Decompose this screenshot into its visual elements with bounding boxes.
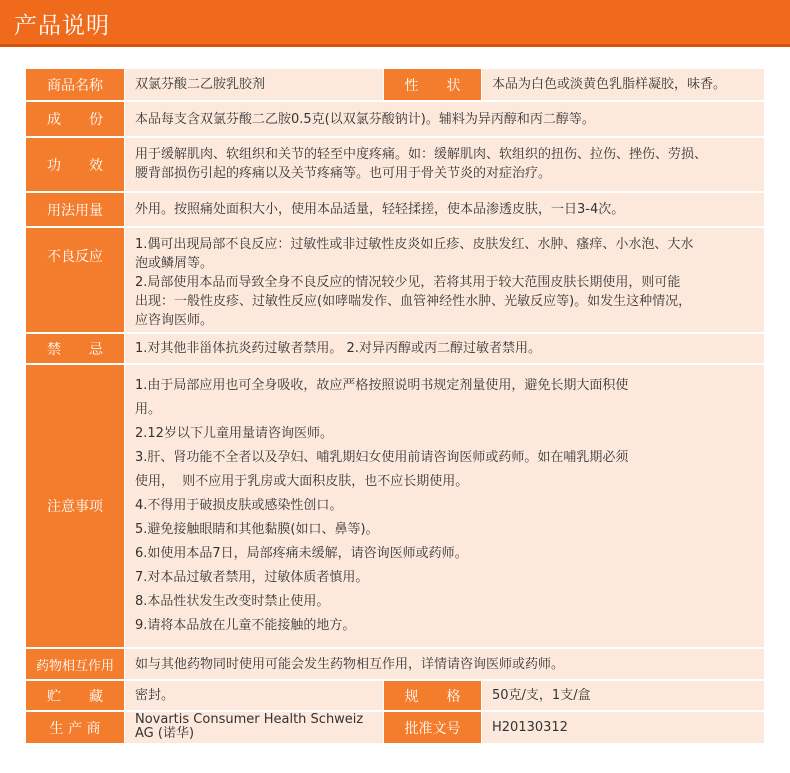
adverse-reactions-value xyxy=(125,228,764,332)
precaution-item: 9.请将本品放在儿童不能接触的地方。 xyxy=(135,618,356,633)
appearance-label: 性 状 xyxy=(383,69,482,100)
manufacturer-line: AG (诺华) xyxy=(135,726,195,741)
precaution-item: 3.肝、肾功能不全者以及孕妇、哺乳期妇女使用前请咨询医师或药师。如在哺乳期必须 xyxy=(135,450,629,465)
specification-label: 规 格 xyxy=(383,681,482,710)
usage-value: 外用。按照痛处面积大小，使用本品适量，轻轻揉搓，使本品渗透皮肤，一日3-4次。 xyxy=(125,193,764,226)
precaution-item: 用。 xyxy=(135,402,162,417)
row-drug-interactions xyxy=(26,649,764,679)
precaution-item: 8.本品性状发生改变时禁止使用。 xyxy=(135,594,330,609)
adverse-line: 1.偶可出现局部不良反应：过敏性或非过敏性皮炎如丘疹、皮肤发红、水肿、瘙痒、小水泡、大水 xyxy=(135,237,694,252)
precaution-item: 使用， 则不应用于乳房或大面积皮肤，也不应长期使用。 xyxy=(135,474,469,489)
adverse-line: 泡或鳞屑等。 xyxy=(135,256,214,271)
precaution-item: 7.对本品过敏者禁用，过敏体质者慎用。 xyxy=(135,570,369,585)
adverse-reactions-label: 不良反应 xyxy=(26,228,125,332)
row-manufacturer xyxy=(26,712,764,743)
manufacturer-label: 生 产 商 xyxy=(26,712,125,743)
usage-label: 用法用量 xyxy=(26,193,125,226)
precaution-item: 1.由于局部应用也可全身吸收，故应严格按照说明书规定剂量使用，避免长期大面积使 xyxy=(135,378,629,393)
approval-number-label: 批准文号 xyxy=(383,712,482,743)
row-adverse-reactions xyxy=(26,228,764,332)
drug-interactions-label: 药物相互作用 xyxy=(26,649,125,679)
storage-value: 密封。 xyxy=(125,681,383,710)
page-title: 产品说明 xyxy=(14,13,110,39)
row-precautions xyxy=(26,365,764,647)
manufacturer-value xyxy=(125,712,383,743)
efficacy-line: 用于缓解肌肉、软组织和关节的轻至中度疼痛。如：缓解肌肉、软组织的扭伤、拉伤、挫伤、劳损、 xyxy=(135,147,708,162)
approval-number-value: H20130312 xyxy=(482,712,764,743)
drug-interactions-value: 如与其他药物同时使用可能会发生药物相互作用，详情请咨询医师或药师。 xyxy=(125,649,764,679)
precaution-item: 5.避免接触眼睛和其他黏膜(如口、鼻等)。 xyxy=(135,522,379,537)
row-contraindications xyxy=(26,334,764,363)
specification-value: 50克/支，1支/盒 xyxy=(482,681,764,710)
row-product-name xyxy=(26,69,764,100)
contraindications-value: 1.对其他非甾体抗炎药过敏者禁用。 2.对异丙醇或丙二醇过敏者禁用。 xyxy=(125,334,764,363)
precautions-value xyxy=(125,365,764,647)
row-composition xyxy=(26,102,764,136)
row-storage xyxy=(26,681,764,710)
adverse-line: 出现：一般性皮疹、过敏性反应(如哮喘发作、血管神经性水肿、光敏反应等)。如发生这种情况， xyxy=(135,294,692,309)
adverse-line: 2.局部使用本品而导致全身不良反应的情况较少见，若将其用于较大范围皮肤长期使用，则可能 xyxy=(135,275,681,290)
composition-value: 本品每支含双氯芬酸二乙胺0.5克(以双氯芬酸钠计)。辅料为异丙醇和丙二醇等。 xyxy=(125,102,764,136)
contraindications-label: 禁 忌 xyxy=(26,334,125,363)
efficacy-label: 功 效 xyxy=(26,138,125,191)
manufacturer-line: Novartis Consumer Health Schweiz xyxy=(135,712,364,727)
precaution-item: 2.12岁以下儿童用量请咨询医师。 xyxy=(135,426,333,441)
storage-label: 贮 藏 xyxy=(26,681,125,710)
product-name-value: 双氯芬酸二乙胺乳胶剂 xyxy=(125,69,383,100)
precautions-label: 注意事项 xyxy=(26,365,125,647)
precaution-item: 4.不得用于破损皮肤或感染性创口。 xyxy=(135,498,343,513)
row-usage xyxy=(26,193,764,226)
precaution-item: 6.如使用本品7日，局部疼痛未缓解，请咨询医师或药师。 xyxy=(135,546,468,561)
appearance-value: 本品为白色或淡黄色乳脂样凝胶，味香。 xyxy=(482,69,764,100)
product-name-label: 商品名称 xyxy=(26,69,125,100)
efficacy-value xyxy=(125,138,764,191)
efficacy-line: 腰背部损伤引起的疼痛以及关节疼痛等。也可用于骨关节炎的对症治疗。 xyxy=(135,166,552,181)
header-bar xyxy=(0,0,790,47)
composition-label: 成 份 xyxy=(26,102,125,136)
row-efficacy xyxy=(26,138,764,191)
adverse-line: 应咨询医师。 xyxy=(135,313,214,328)
